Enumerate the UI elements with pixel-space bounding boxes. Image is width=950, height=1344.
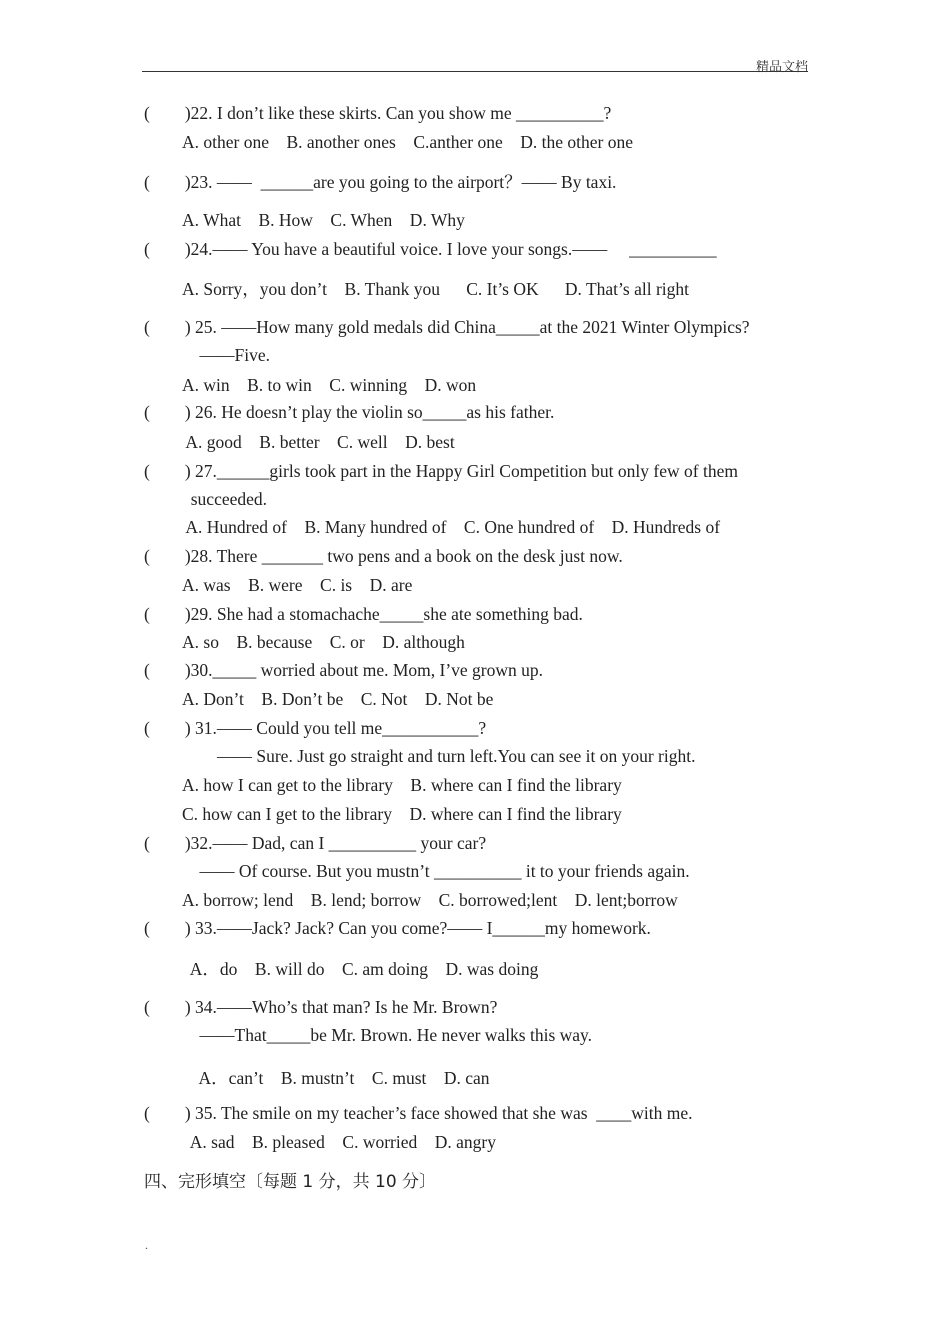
question-line: ( ) 27.______girls took part in the Happy Girl Competition but only few of them [144,461,738,481]
option-line: ——Five. [182,345,270,365]
question-line: ( ) 31.—— Could you tell me___________? [144,718,487,738]
question-line: ( ) 33.——Jack? Jack? Can you come?—— I______my homework. [144,918,651,938]
option-line: —— Sure. Just go straight and turn left.You can see it on your right. [182,746,696,766]
option-line: A. borrow; lend B. lend; borrow C. borrowed;lent D. lent;borrow [182,890,678,910]
question-line: ( )28. There _______ two pens and a book on the desk just now. [144,546,623,566]
option-line: A. other one B. another ones C.anther one D. the other one [182,132,633,152]
option-line: —— Of course. But you mustn’t __________ it to your friends again. [182,861,690,881]
option-line: A. was B. were C. is D. are [182,575,413,595]
question-line: ( )29. She had a stomachache_____she ate something bad. [144,604,583,624]
option-line: A．do B. will do C. am doing D. was doing [182,959,539,979]
question-line: ( ) 25. ——How many gold medals did China_____at the 2021 Winter Olympics? [144,317,750,337]
question-line: ( )24.—— You have a beautiful voice. I love your songs.—— __________ [144,239,717,259]
option-line: ——That_____be Mr. Brown. He never walks this way. [182,1025,593,1045]
question-line: ( ) 35. The smile on my teacher’s face showed that she was ____with me. [144,1103,693,1123]
question-line: ( ) 34.——Who’s that man? Is he Mr. Brown? [144,997,498,1017]
question-line: ( ) 26. He doesn’t play the violin so_____as his father. [144,402,555,422]
footer-mark: . [145,1238,148,1252]
option-line: A. good B. better C. well D. best [182,432,455,452]
header-rule [142,71,808,72]
option-line: A. win B. to win C. winning D. won [182,375,477,395]
option-line: A. Hundred of B. Many hundred of C. One hundred of D. Hundreds of [182,517,721,537]
question-line: ( )30._____ worried about me. Mom, I’ve grown up. [144,660,544,680]
question-line: ( )23. —— ______are you going to the airport？—— By taxi. [144,172,617,192]
option-line: succeeded. [182,489,268,509]
option-line: A. Don’t B. Don’t be C. Not D. Not be [182,689,494,709]
option-line: A. Sorry，you don’t B. Thank you C. It’s OK D. That’s all right [182,279,690,299]
option-line: A. sad B. pleased C. worried D. angry [182,1132,496,1152]
section-heading: 四、完形填空〔每题 1 分，共 10 分〕 [144,1172,437,1192]
question-line: ( )32.—— Dad, can I __________ your car? [144,833,487,853]
option-line: C. how can I get to the library D. where can I find the library [182,804,622,824]
question-line: ( )22. I don’t like these skirts. Can you show me __________? [144,103,612,123]
option-line: A. how I can get to the library B. where can I find the library [182,775,622,795]
option-line: A. so B. because C. or D. although [182,632,465,652]
option-line: A. What B. How C. When D. Why [182,210,465,230]
page-header-label: 精品文档 [755,60,808,75]
option-line: A．can’t B. mustn’t C. must D. can [182,1068,490,1088]
